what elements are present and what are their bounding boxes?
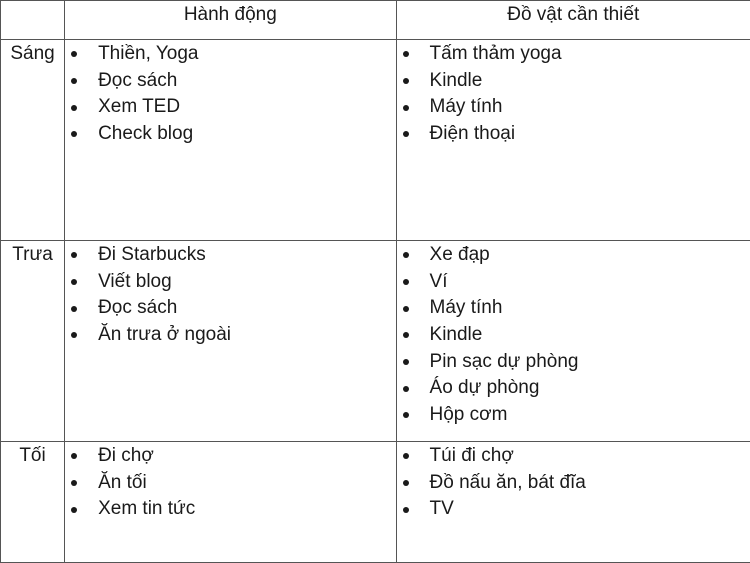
row-label-evening: Tối [1, 442, 65, 563]
bullet-icon [403, 480, 409, 486]
bullet-icon [71, 453, 77, 459]
list-item [397, 349, 750, 376]
list-item [65, 68, 395, 95]
items-cell-noon [396, 241, 750, 442]
list-item [65, 269, 395, 296]
list-item [65, 322, 395, 349]
list-item-text: Áo dự phòng [430, 377, 540, 398]
list-item [397, 496, 750, 523]
list-item-text: Tấm thảm yoga [430, 43, 562, 64]
bullet-icon [71, 332, 77, 338]
bullet-icon [403, 279, 409, 285]
list-item-text: Đi chợ [98, 445, 154, 466]
list-item-text: Máy tính [430, 96, 503, 117]
list-item [65, 443, 395, 470]
bullet-icon [71, 131, 77, 137]
list-item [397, 269, 750, 296]
items-cell-morning [396, 40, 750, 241]
list-item-text: Viết blog [98, 271, 172, 292]
list-item [65, 41, 395, 68]
bullet-icon [403, 252, 409, 258]
list-item-text: Kindle [430, 324, 483, 345]
bullet-icon [403, 332, 409, 338]
list-item-text: Ăn tối [98, 472, 147, 493]
list-item-text: TV [430, 498, 454, 519]
list-item-text: Ví [430, 271, 448, 292]
list-item [397, 375, 750, 402]
list-item-text: Xe đạp [430, 244, 490, 265]
list-item [65, 496, 395, 523]
actions-list-morning [65, 40, 395, 148]
bullet-icon [71, 105, 77, 111]
bullet-icon [403, 78, 409, 84]
list-item [397, 41, 750, 68]
list-item-text: Hộp cơm [430, 404, 508, 425]
list-item [65, 242, 395, 269]
bullet-icon [71, 51, 77, 57]
bullet-icon [403, 386, 409, 392]
list-item-text: Đi Starbucks [98, 244, 206, 265]
bullet-icon [71, 279, 77, 285]
list-item [397, 443, 750, 470]
actions-list-evening [65, 442, 395, 523]
items-list-morning [397, 40, 750, 148]
list-item [397, 295, 750, 322]
list-item-text: Túi đi chợ [430, 445, 514, 466]
list-item [397, 402, 750, 429]
bullet-icon [403, 131, 409, 137]
list-item [65, 470, 395, 497]
list-item [397, 121, 750, 148]
bullet-icon [403, 105, 409, 111]
list-item-text: Đọc sách [98, 297, 177, 318]
list-item-text: Điện thoại [430, 123, 516, 144]
header-items: Đồ vật cần thiết [396, 1, 750, 40]
list-item [65, 121, 395, 148]
row-label-morning: Sáng [1, 40, 65, 241]
header-row [1, 1, 750, 40]
bullet-icon [403, 51, 409, 57]
bullet-icon [71, 306, 77, 312]
list-item-text: Máy tính [430, 297, 503, 318]
bullet-icon [403, 306, 409, 312]
header-actions: Hành động [65, 1, 396, 40]
list-item [65, 94, 395, 121]
actions-list-noon [65, 241, 395, 349]
list-item-text: Thiền, Yoga [98, 43, 198, 64]
bullet-icon [71, 78, 77, 84]
list-item [397, 242, 750, 269]
items-cell-evening [396, 442, 750, 563]
items-list-noon [397, 241, 750, 429]
bullet-icon [403, 412, 409, 418]
bullet-icon [71, 507, 77, 513]
table-row-noon [1, 241, 750, 442]
row-label-noon: Trưa [1, 241, 65, 442]
list-item-text: Kindle [430, 70, 483, 91]
list-item-text: Đồ nấu ăn, bát đĩa [430, 472, 586, 493]
list-item [397, 94, 750, 121]
header-corner-cell [1, 1, 65, 40]
list-item [397, 322, 750, 349]
actions-cell-evening [65, 442, 396, 563]
list-item [397, 470, 750, 497]
actions-cell-noon [65, 241, 396, 442]
list-item-text: Xem tin tức [98, 498, 195, 519]
bullet-icon [71, 252, 77, 258]
actions-cell-morning [65, 40, 396, 241]
table-row-morning [1, 40, 750, 241]
bullet-icon [403, 507, 409, 513]
list-item-text: Xem TED [98, 96, 180, 117]
list-item-text: Check blog [98, 123, 193, 144]
table-row-evening [1, 442, 750, 563]
list-item [397, 68, 750, 95]
list-item [65, 295, 395, 322]
items-list-evening [397, 442, 750, 523]
list-item-text: Ăn trưa ở ngoài [98, 324, 231, 345]
list-item-text: Pin sạc dự phòng [430, 351, 579, 372]
bullet-icon [403, 359, 409, 365]
bullet-icon [403, 453, 409, 459]
list-item-text: Đọc sách [98, 70, 177, 91]
bullet-icon [71, 480, 77, 486]
